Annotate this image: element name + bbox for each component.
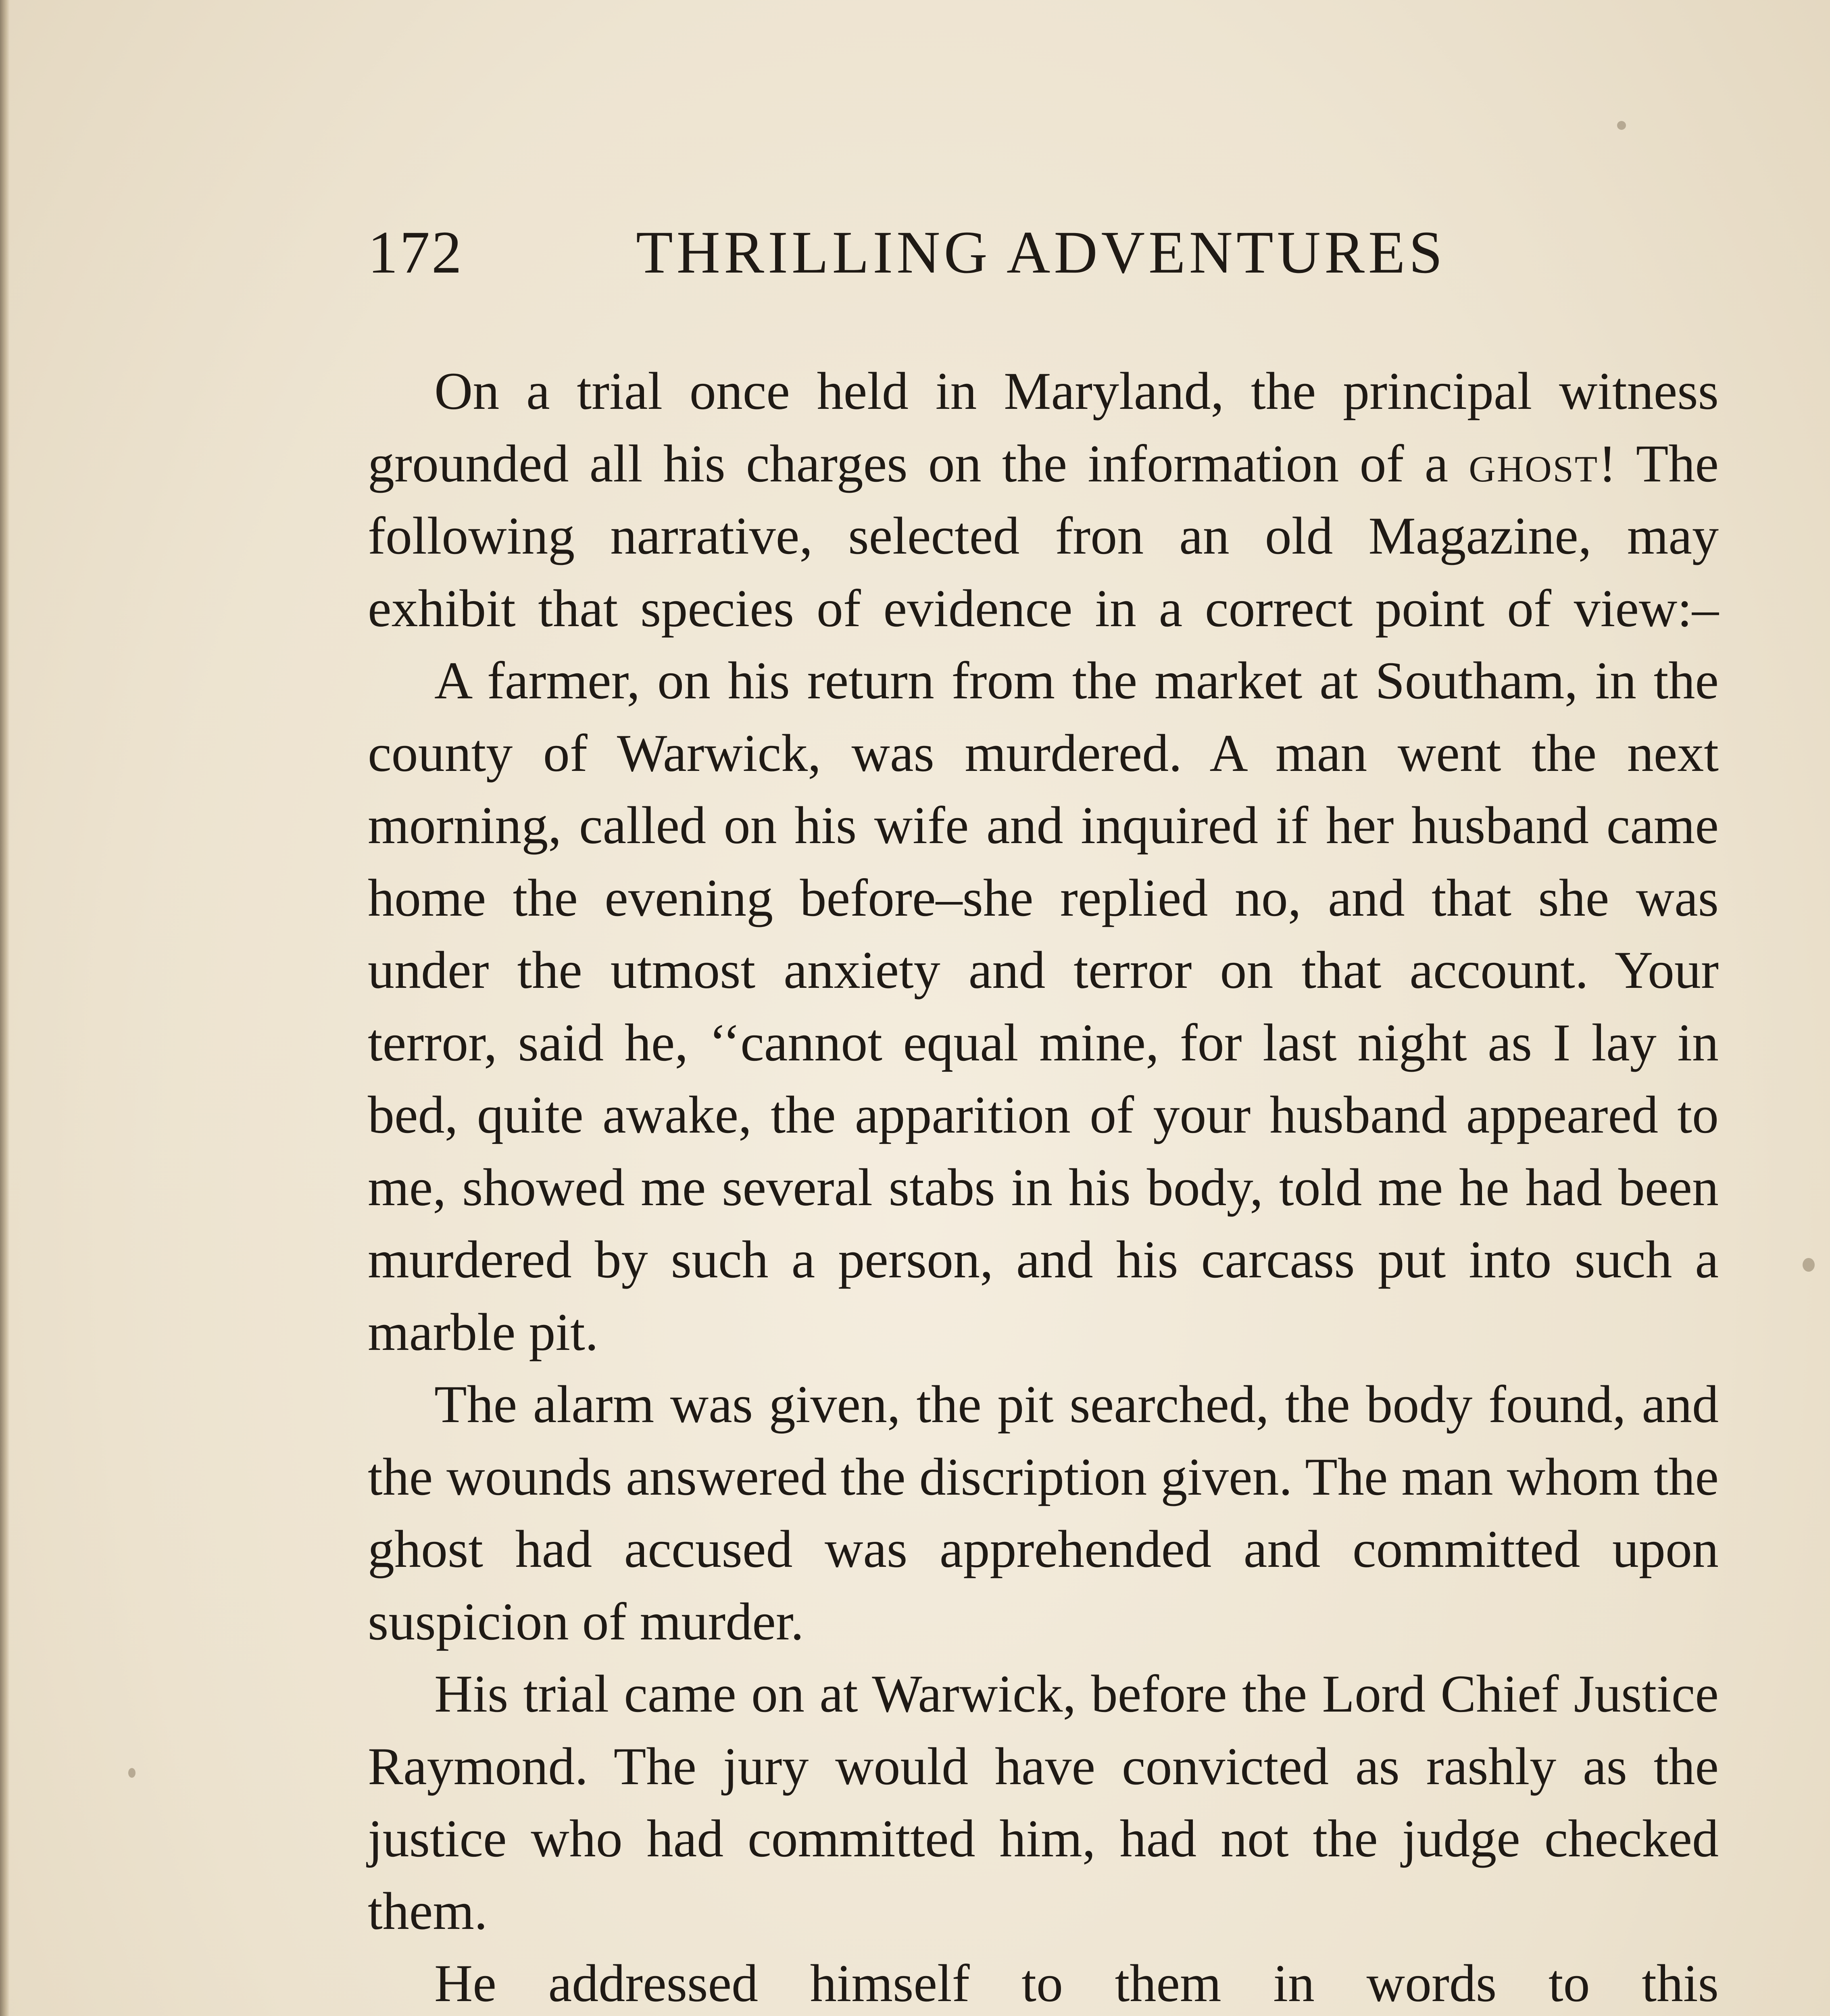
paragraph-2: A farmer, on his return from the market at Southam, in the county of Warwick, was murdered. A man went the next morning, called on his wife and inquired if her husband came home the evening before–she replied no, and that she was under the utmost anxiety and terror on that account. Your terror, said he, ‘‘cannot equal mine, for last night as I lay in bed, quite awake, the apparition of your husband appeared to me, showed me several stabs in his body, told me he had been murdered by such a person, and his carcass put into such a marble pit. xyxy=(368,651,1719,1362)
paragraph-5: He addressed himself to them in words to this xyxy=(434,1954,1719,2013)
paragraph-3: The alarm was given, the pit searched, the body found, and the wounds answered the discription given. The man whom the ghost had accused was apprehended and committed upon suspicion of murder. xyxy=(368,1375,1719,1651)
paragraph-1-emphasis: ghost xyxy=(1469,433,1599,493)
page-edge-shadow xyxy=(0,0,10,2016)
paper-speck xyxy=(128,1768,135,1778)
body-text xyxy=(368,355,1719,2016)
paragraph-1-text-a: On a trial once held in Maryland, the principal witness grounded all his charges on the information of a xyxy=(368,361,1719,493)
paper-speck xyxy=(1803,1258,1815,1272)
running-header xyxy=(368,218,1497,290)
running-title: THRILLING ADVENTURES xyxy=(636,219,1446,286)
page-number: 172 xyxy=(368,219,463,286)
paragraph-4: His trial came on at Warwick, before the Lord Chief Justice Raymond. The jury would have convicted as rashly as the justice who had committed him, had not the judge checked them. xyxy=(368,1664,1719,1941)
paragraph-1-text-b: ! The following narrative, selected fron an old Magazine, may exhibit that species of evidence in a correct point of view:– xyxy=(368,433,1719,638)
paragraph-1 xyxy=(368,355,1719,644)
paper-speck xyxy=(1617,121,1626,130)
